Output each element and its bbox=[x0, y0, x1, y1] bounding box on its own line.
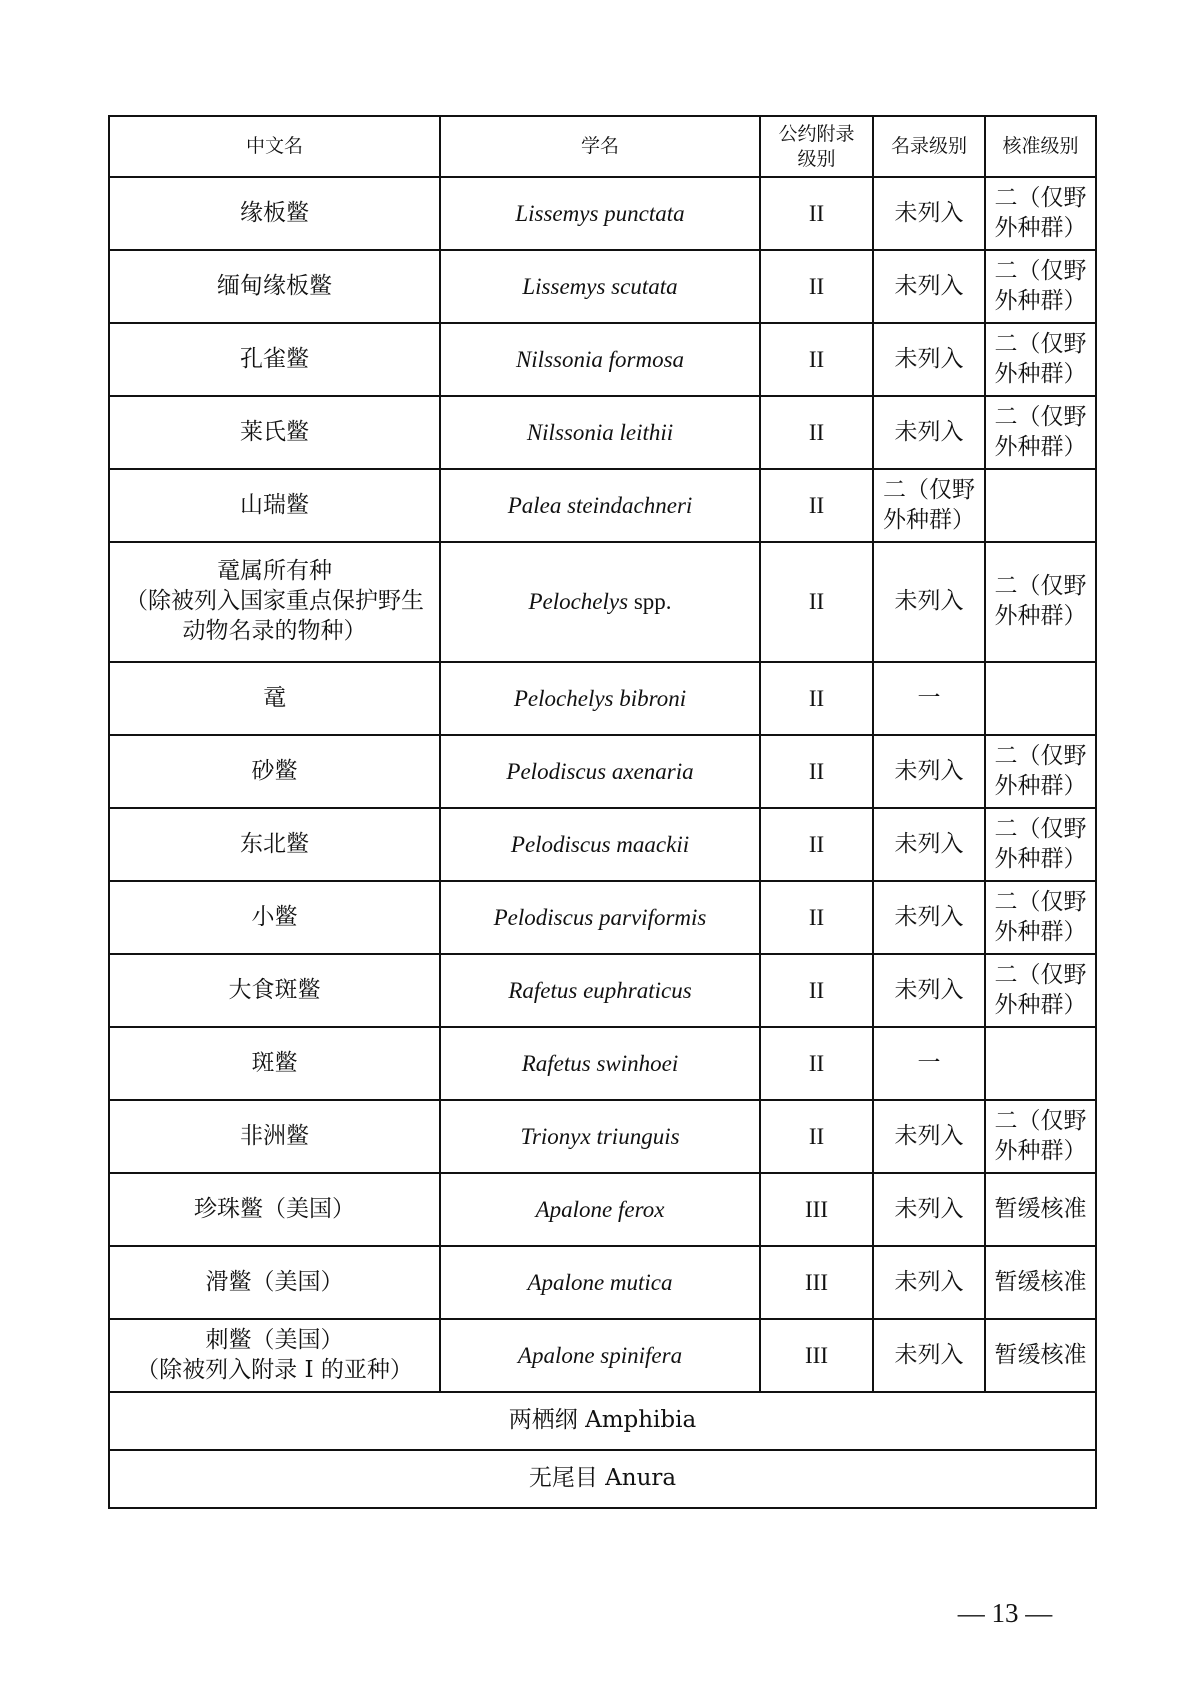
cell-appendix: II bbox=[760, 1100, 873, 1173]
cell-scientific-name: Pelodiscus parviformis bbox=[440, 881, 760, 954]
table-row bbox=[109, 735, 1096, 808]
cell-approval-level: 二（仅野外种群） bbox=[985, 323, 1096, 396]
table-row bbox=[109, 1100, 1096, 1173]
table-row bbox=[109, 954, 1096, 1027]
table-row bbox=[109, 469, 1096, 542]
cell-chinese-name bbox=[109, 1319, 440, 1392]
cell-chinese-name: 大食斑鳖 bbox=[109, 954, 440, 1027]
header-list-level: 名录级别 bbox=[873, 116, 985, 177]
cell-appendix: III bbox=[760, 1173, 873, 1246]
table-row bbox=[109, 662, 1096, 735]
table-row bbox=[109, 396, 1096, 469]
cell-list-level: 未列入 bbox=[873, 396, 985, 469]
spp-suffix: spp. bbox=[633, 589, 672, 615]
cell-approval-level: 二（仅野外种群） bbox=[985, 396, 1096, 469]
cell-chinese-name-line2: （除被列入国家重点保护野生动物名录的物种） bbox=[125, 588, 424, 644]
cell-appendix: II bbox=[760, 881, 873, 954]
cell-approval-level bbox=[985, 662, 1096, 735]
cell-chinese-name: 滑鳖（美国） bbox=[109, 1246, 440, 1319]
cell-appendix: II bbox=[760, 1027, 873, 1100]
cell-chinese-name: 斑鳖 bbox=[109, 1027, 440, 1100]
table-row bbox=[109, 1319, 1096, 1392]
table-row bbox=[109, 881, 1096, 954]
cell-approval-level: 二（仅野外种群） bbox=[985, 177, 1096, 250]
table-row bbox=[109, 323, 1096, 396]
cell-scientific-name: Rafetus euphraticus bbox=[440, 954, 760, 1027]
cell-chinese-name: 缘板鳖 bbox=[109, 177, 440, 250]
cell-list-level: 未列入 bbox=[873, 1319, 985, 1392]
cell-approval-level: 二（仅野外种群） bbox=[985, 881, 1096, 954]
cell-scientific-name: Pelochelys bibroni bbox=[440, 662, 760, 735]
table-row bbox=[109, 542, 1096, 662]
cell-scientific-name: Apalone spinifera bbox=[440, 1319, 760, 1392]
cell-chinese-name-line1: 刺鳖（美国） bbox=[205, 1326, 344, 1353]
cell-approval-level: 二（仅野外种群） bbox=[985, 542, 1096, 662]
cell-chinese-name: 东北鳖 bbox=[109, 808, 440, 881]
header-scientific-name: 学名 bbox=[440, 116, 760, 177]
header-appendix: 公约附录级别 bbox=[760, 116, 873, 177]
cell-approval-level: 暂缓核准 bbox=[985, 1173, 1096, 1246]
cell-appendix: II bbox=[760, 323, 873, 396]
cell-approval-level: 暂缓核准 bbox=[985, 1246, 1096, 1319]
cell-appendix: II bbox=[760, 735, 873, 808]
cell-list-level: 未列入 bbox=[873, 954, 985, 1027]
cell-list-level: 未列入 bbox=[873, 1246, 985, 1319]
cell-list-level: 二（仅野外种群） bbox=[873, 469, 985, 542]
cell-list-level: 未列入 bbox=[873, 1173, 985, 1246]
cell-appendix: II bbox=[760, 542, 873, 662]
cell-approval-level: 二（仅野外种群） bbox=[985, 250, 1096, 323]
cell-list-level: 一 bbox=[873, 1027, 985, 1100]
cell-scientific-name bbox=[440, 542, 760, 662]
cell-chinese-name: 珍珠鳖（美国） bbox=[109, 1173, 440, 1246]
cell-scientific-name: Trionyx triunguis bbox=[440, 1100, 760, 1173]
cell-appendix: II bbox=[760, 469, 873, 542]
cell-list-level: 未列入 bbox=[873, 542, 985, 662]
page-number: — 13 — bbox=[957, 1598, 1053, 1628]
cell-list-level: 未列入 bbox=[873, 323, 985, 396]
genus-name: Pelochelys bbox=[528, 589, 629, 615]
cell-chinese-name: 鼋 bbox=[109, 662, 440, 735]
cell-approval-level: 暂缓核准 bbox=[985, 1319, 1096, 1392]
cell-approval-level: 二（仅野外种群） bbox=[985, 735, 1096, 808]
cell-appendix: II bbox=[760, 177, 873, 250]
cell-list-level: 未列入 bbox=[873, 808, 985, 881]
cell-appendix: II bbox=[760, 662, 873, 735]
cell-scientific-name: Pelodiscus axenaria bbox=[440, 735, 760, 808]
table-row bbox=[109, 177, 1096, 250]
table-header-row bbox=[109, 116, 1096, 177]
cell-appendix: II bbox=[760, 954, 873, 1027]
cell-scientific-name: Apalone ferox bbox=[440, 1173, 760, 1246]
cell-scientific-name: Pelodiscus maackii bbox=[440, 808, 760, 881]
table-row bbox=[109, 1246, 1096, 1319]
cell-chinese-name: 缅甸缘板鳖 bbox=[109, 250, 440, 323]
cell-chinese-name: 山瑞鳖 bbox=[109, 469, 440, 542]
cell-chinese-name bbox=[109, 542, 440, 662]
section-order-label: 无尾目 Anura bbox=[109, 1450, 1096, 1508]
cell-appendix: II bbox=[760, 396, 873, 469]
header-chinese-name: 中文名 bbox=[109, 116, 440, 177]
table-row bbox=[109, 1173, 1096, 1246]
table-row bbox=[109, 1027, 1096, 1100]
cell-list-level: 未列入 bbox=[873, 1100, 985, 1173]
cell-approval-level: 二（仅野外种群） bbox=[985, 954, 1096, 1027]
cell-chinese-name: 莱氏鳖 bbox=[109, 396, 440, 469]
cell-approval-level: 二（仅野外种群） bbox=[985, 1100, 1096, 1173]
species-table bbox=[108, 115, 1097, 1509]
cell-scientific-name: Nilssonia formosa bbox=[440, 323, 760, 396]
cell-chinese-name: 孔雀鳖 bbox=[109, 323, 440, 396]
cell-approval-level bbox=[985, 469, 1096, 542]
cell-approval-level: 二（仅野外种群） bbox=[985, 808, 1096, 881]
cell-list-level: 未列入 bbox=[873, 881, 985, 954]
cell-appendix: III bbox=[760, 1319, 873, 1392]
cell-chinese-name: 非洲鳖 bbox=[109, 1100, 440, 1173]
cell-appendix: II bbox=[760, 250, 873, 323]
cell-list-level: 未列入 bbox=[873, 177, 985, 250]
cell-scientific-name: Palea steindachneri bbox=[440, 469, 760, 542]
section-row-order bbox=[109, 1450, 1096, 1508]
cell-approval-level bbox=[985, 1027, 1096, 1100]
section-row-class bbox=[109, 1392, 1096, 1450]
cell-chinese-name-line1: 鼋属所有种 bbox=[217, 558, 332, 585]
table-row bbox=[109, 250, 1096, 323]
cell-scientific-name: Apalone mutica bbox=[440, 1246, 760, 1319]
cell-chinese-name-line2: （除被列入附录 I 的亚种） bbox=[136, 1356, 413, 1383]
section-class-label: 两栖纲 Amphibia bbox=[109, 1392, 1096, 1450]
cell-scientific-name: Rafetus swinhoei bbox=[440, 1027, 760, 1100]
header-approval-level: 核准级别 bbox=[985, 116, 1096, 177]
cell-list-level: 未列入 bbox=[873, 735, 985, 808]
table-row bbox=[109, 808, 1096, 881]
cell-list-level: 一 bbox=[873, 662, 985, 735]
cell-appendix: II bbox=[760, 808, 873, 881]
cell-scientific-name: Lissemys punctata bbox=[440, 177, 760, 250]
cell-scientific-name: Lissemys scutata bbox=[440, 250, 760, 323]
cell-list-level: 未列入 bbox=[873, 250, 985, 323]
cell-appendix: III bbox=[760, 1246, 873, 1319]
cell-scientific-name: Nilssonia leithii bbox=[440, 396, 760, 469]
cell-chinese-name: 砂鳖 bbox=[109, 735, 440, 808]
cell-chinese-name: 小鳖 bbox=[109, 881, 440, 954]
